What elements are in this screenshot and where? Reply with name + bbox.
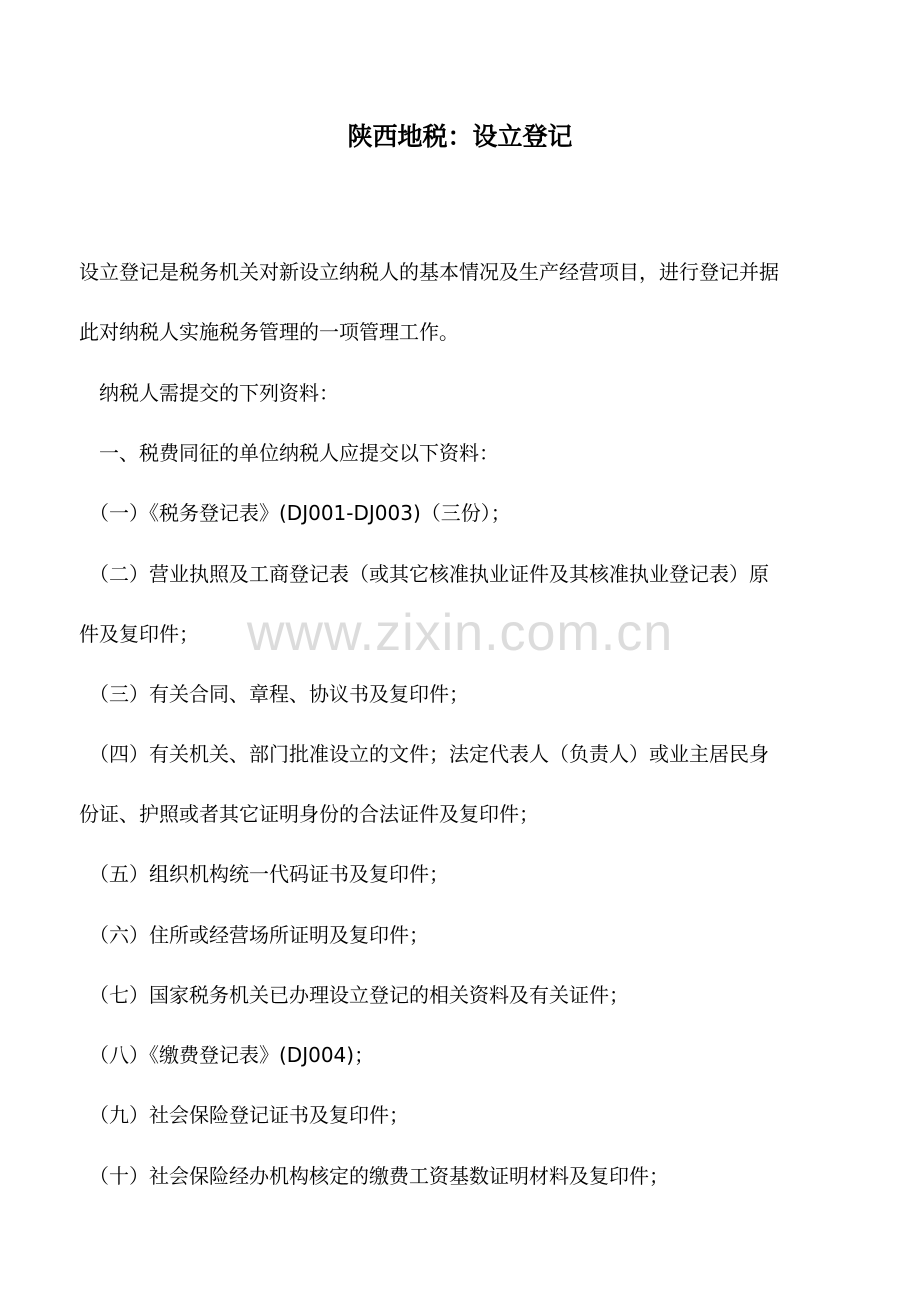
materials-heading: 纳税人需提交的下列资料： [79, 381, 339, 405]
list-item: 件及复印件； [79, 622, 199, 646]
watermark: www.zixin.com.cn [246, 604, 674, 662]
section-heading: 一、税费同征的单位纳税人应提交以下资料： [79, 441, 499, 465]
list-item: （一）《税务登记表》(DJ001-DJ003)（三份）； [79, 501, 511, 525]
list-item: （二）营业执照及工商登记表（或其它核准执业证件及其核准执业登记表）原 [79, 562, 769, 586]
document-title: 陕西地税：设立登记 [347, 122, 573, 151]
list-item: （十）社会保险经办机构核定的缴费工资基数证明材料及复印件； [79, 1164, 669, 1188]
list-item: （四）有关机关、部门批准设立的文件；法定代表人（负责人）或业主居民身 [79, 742, 769, 766]
list-item: （七）国家税务机关已办理设立登记的相关资料及有关证件； [79, 983, 629, 1007]
list-item: （六）住所或经营场所证明及复印件； [79, 923, 429, 947]
list-item: （八）《缴费登记表》(DJ004)； [79, 1043, 375, 1067]
intro-line-2: 此对纳税人实施税务管理的一项管理工作。 [79, 320, 459, 344]
intro-line-1: 设立登记是税务机关对新设立纳税人的基本情况及生产经营项目，进行登记并据 [79, 260, 779, 284]
list-item: （九）社会保险登记证书及复印件； [79, 1103, 409, 1127]
list-item: （五）组织机构统一代码证书及复印件； [79, 862, 449, 886]
list-item: （三）有关合同、章程、协议书及复印件； [79, 682, 469, 706]
list-item: 份证、护照或者其它证明身份的合法证件及复印件； [79, 802, 539, 826]
